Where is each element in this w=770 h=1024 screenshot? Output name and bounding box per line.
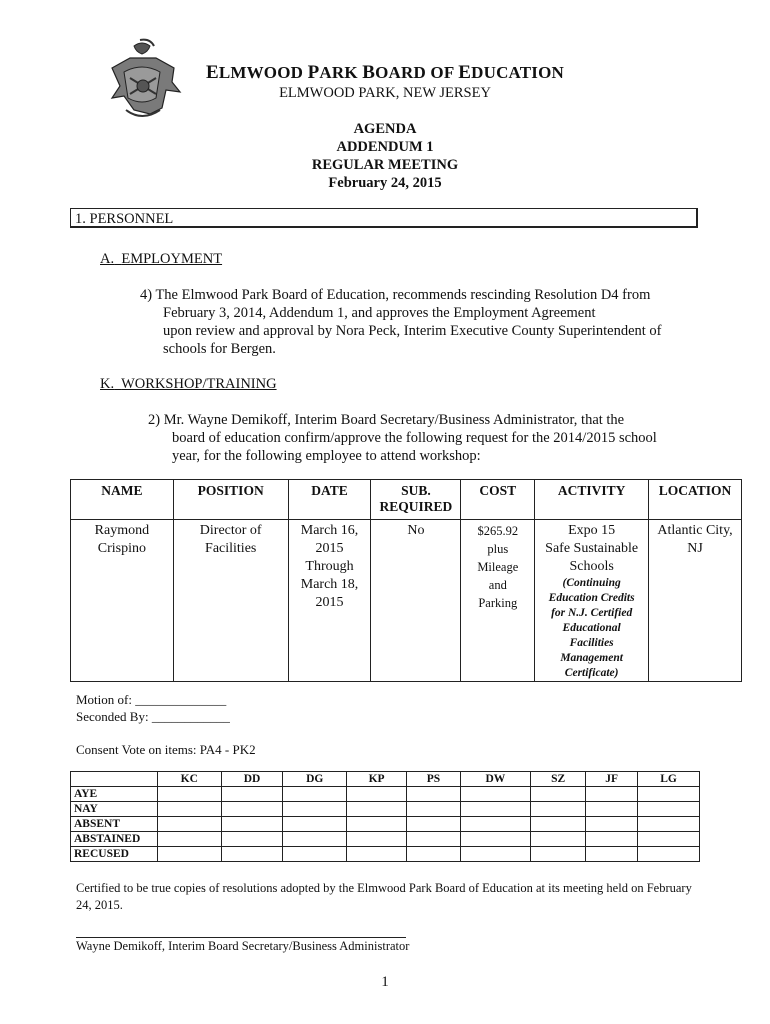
note-line-5: Facilities — [569, 637, 614, 649]
vote-col-ps: PS — [407, 772, 461, 787]
workshop-num: K. — [100, 376, 115, 392]
workshop-item-line-1: 2) Mr. Wayne Demikoff, Interim Board Secretary/Business Administrator, that the — [148, 412, 625, 428]
name-line-2: Crispino — [97, 541, 147, 556]
workshop-title: WORKSHOP/TRAINING — [121, 376, 277, 392]
col-cost: COST — [461, 480, 535, 520]
note-line-6: Management — [560, 652, 623, 664]
meeting-date: February 24, 2015 — [328, 175, 442, 191]
workshop-heading — [100, 375, 277, 393]
col-date: DATE — [288, 480, 371, 520]
cell-sub: No — [371, 520, 461, 682]
vote-row-absent: ABSENT — [71, 817, 158, 832]
col-sub-2: REQUIRED — [379, 499, 453, 514]
meeting-label: REGULAR MEETING — [311, 157, 459, 173]
workshop-table — [70, 479, 742, 682]
note-line-3: for N.J. Certified — [551, 607, 633, 619]
col-name: NAME — [71, 480, 174, 520]
vote-row-recused: RECUSED — [71, 847, 158, 862]
vote-col-lg: LG — [638, 772, 700, 787]
date-line-3: Through — [305, 559, 354, 574]
activity-line-3: Schools — [569, 559, 614, 574]
activity-note — [535, 576, 648, 681]
cell-activity — [535, 520, 649, 682]
vote-col-sz: SZ — [530, 772, 585, 787]
vote-table — [70, 771, 700, 862]
workshop-item-line-2: board of education confirm/approve the following request for the 2014/2015 school — [172, 430, 657, 446]
activity-line-1: Expo 15 — [568, 523, 616, 538]
vote-row-aye: AYE — [71, 787, 158, 802]
col-activity: ACTIVITY — [535, 480, 649, 520]
col-sub-required — [371, 480, 461, 520]
cost-line-5: Parking — [478, 596, 518, 610]
cell-date — [288, 520, 371, 682]
seconded-by: Seconded By: ____________ — [76, 709, 230, 724]
vote-col-dw: DW — [460, 772, 530, 787]
note-line-1: (Continuing — [562, 577, 621, 589]
date-line-1: March 16, — [300, 523, 359, 538]
page-number: 1 — [381, 974, 389, 990]
employment-item-line-4: schools for Bergen. — [163, 341, 276, 357]
col-position: POSITION — [173, 480, 288, 520]
vote-corner-cell — [71, 772, 158, 787]
date-line-5: 2015 — [315, 595, 344, 610]
activity-line-2: Safe Sustainable — [545, 541, 639, 556]
table-row — [71, 802, 700, 817]
employment-item-line-3: upon review and approval by Nora Peck, Interim Executive County Superintendent of — [163, 323, 662, 339]
workshop-table-header — [71, 480, 742, 520]
table-row — [71, 520, 742, 682]
name-line-1: Raymond — [94, 523, 150, 538]
vote-row-abstained: ABSTAINED — [71, 832, 158, 847]
title-cap-1: E — [205, 62, 219, 83]
col-location: LOCATION — [649, 480, 742, 520]
employment-item-line-2: February 3, 2014, Addendum 1, and approves the Employment Agreement — [163, 305, 596, 321]
motion-of: Motion of: ______________ — [76, 692, 227, 707]
title-rest-3: OARD OF — [375, 63, 459, 82]
position-line-1: Director of — [199, 523, 262, 538]
vote-col-dg: DG — [283, 772, 347, 787]
vote-col-dd: DD — [221, 772, 283, 787]
note-line-2: Education Credits — [548, 592, 635, 604]
location-line-2: NJ — [687, 541, 703, 556]
note-line-4: Educational — [562, 622, 621, 634]
location-line-1: Atlantic City, — [657, 523, 733, 538]
vote-header-row — [71, 772, 700, 787]
col-sub-1: SUB. — [401, 483, 431, 498]
vote-col-kp: KP — [347, 772, 407, 787]
title-cap-3: B — [362, 62, 376, 83]
signatory-name: Wayne Demikoff, Interim Board Secretary/Business Administrator — [76, 939, 410, 953]
note-line-7: Certificate) — [564, 667, 619, 679]
cell-name — [71, 520, 174, 682]
consent-vote: Consent Vote on items: PA4 - PK2 — [76, 742, 256, 757]
title-rest-4: DUCATION — [471, 63, 565, 82]
board-title — [0, 62, 770, 84]
table-row — [71, 847, 700, 862]
cell-position — [173, 520, 288, 682]
employment-heading — [100, 250, 222, 268]
employment-item-line-1: 4) The Elmwood Park Board of Education, recommends rescinding Resolution D4 from — [140, 287, 651, 303]
cell-location — [649, 520, 742, 682]
title-cap-2: P — [307, 62, 320, 83]
date-line-4: March 18, — [300, 577, 359, 592]
employment-title: EMPLOYMENT — [121, 251, 223, 267]
title-rest-2: ARK — [319, 63, 363, 82]
addendum-label: ADDENDUM 1 — [336, 139, 434, 155]
cost-line-4: and — [488, 578, 507, 592]
table-row — [71, 787, 700, 802]
workshop-item-line-3: year, for the following employee to attend workshop: — [172, 448, 481, 464]
title-cap-4: E — [458, 62, 472, 83]
employment-num: A. — [100, 251, 115, 267]
board-location: ELMWOOD PARK, NEW JERSEY — [279, 85, 491, 101]
signature-line — [76, 937, 406, 938]
table-row — [71, 832, 700, 847]
title-rest-1: LMWOOD — [218, 63, 308, 82]
vote-col-jf: JF — [586, 772, 638, 787]
cost-line-3: Mileage — [477, 560, 519, 574]
table-row — [71, 817, 700, 832]
vote-col-kc: KC — [158, 772, 222, 787]
agenda-label: AGENDA — [353, 121, 417, 137]
date-line-2: 2015 — [315, 541, 344, 556]
section-personnel: 1. PERSONNEL — [70, 208, 698, 228]
cost-line-2: plus — [487, 542, 509, 556]
certification-text: Certified to be true copies of resolutions adopted by the Elmwood Park Board of Education at its meeting held on February 24, 2015. — [76, 881, 692, 912]
position-line-2: Facilities — [205, 541, 257, 556]
cell-cost — [461, 520, 535, 682]
cost-line-1: $265.92 — [477, 524, 519, 538]
vote-row-nay: NAY — [71, 802, 158, 817]
